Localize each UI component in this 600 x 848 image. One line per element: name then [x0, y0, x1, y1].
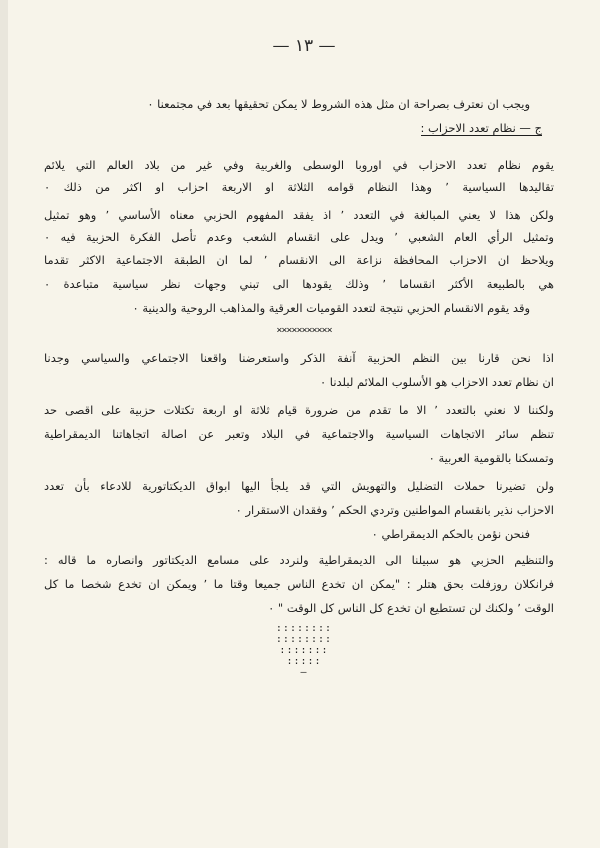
paragraph2-line: ان نظام تعدد الاحزاب هو الأسلوب الملائم لبلدنا ٠	[319, 375, 554, 389]
section-separator: ×××××××××××	[276, 325, 332, 336]
ornament-row: —	[300, 667, 308, 678]
ornament-row: ::::::::	[275, 634, 333, 645]
paragraph1-line: وقد يقوم الانقسام الحزبي نتيجة لتعدد القوميات العرقية والمذاهب الروحية والدينية ٠	[132, 301, 530, 315]
paragraph2-line: فرانكلان روزفلت بحق هتلر : "يمكن ان تخدع الناس جميعا وقتا ما ٬ ويمكن ان تخدع شخصا ما كل	[44, 577, 554, 591]
paragraph2-line: وتمسكنا بالقومية العربية ٠	[428, 451, 554, 465]
page-number: — ١٣ —	[272, 36, 336, 56]
ornament-row: :::::	[286, 656, 322, 667]
paragraph1-line: هي بالطبيعة الأكثر انقساما ٬ وذلك يقودها الى تبني وجهات نظر سياسية متباعدة ٠	[44, 277, 554, 291]
intro-line: ويجب ان نعترف بصراحة ان مثل هذه الشروط لا يمكن تحقيقها بعد في مجتمعنا ٠	[147, 97, 530, 111]
section-heading: ج — نظام تعدد الاحزاب :	[420, 121, 542, 135]
paragraph2-line: الوقت ٬ ولكنك لن تستطيع ان تخدع كل الناس كل الوقت " ٠	[268, 601, 554, 615]
paragraph2-line: ولكننا لا نعني بالتعدد ٬ الا ما تقدم من ضرورة قيام ثلاثة او اربعة تكتلات حزبية على اقصى حد	[44, 403, 554, 417]
paragraph2-line: اذا نحن قارنا بين النظم الحزبية آنفة الذكر واستعرضنا واقعنا الاجتماعي والسياسي وجدنا	[44, 351, 554, 365]
paragraph2-line: ولن تضيرنا حملات التضليل والتهويش التي قد يلجأ اليها ابواق الديكتاتورية للادعاء بأن تعدد	[44, 479, 554, 493]
paragraph2-line: فنحن نؤمن بالحكم الديمقراطي ٠	[371, 527, 530, 541]
paragraph1-line: يقوم نظام تعدد الاحزاب في اوروبا الوسطى والغربية وفي غير من بلاد العالم التي يلائم	[44, 158, 554, 172]
paragraph1-line: ولكن هذا لا يعني المبالغة في التعدد ٬ اذ يفقد المفهوم الحزبي معناه الأساسي ٬ وهو تمثيل	[44, 208, 554, 222]
ornament-row: :::::::	[279, 645, 329, 656]
paragraph2-line: تنظم سائر الاتجاهات السياسية والاجتماعية في البلاد وتعبر عن اصالة اتجاهاتنا الديمقراطية	[44, 427, 554, 441]
paragraph2-line: والتنظيم الحزبي هو سبيلنا الى الديمقراطية ولنردد على مسامع الديكتاتور وانصاره ما قاله :	[44, 553, 554, 567]
paragraph1-line: تقاليدها السياسية ٬ وهذا النظام قوامه الثلاثة او الاربعة احزاب او اكثر من ذلك ٠	[44, 180, 554, 194]
paragraph2-line: الاحزاب نذير بانقسام المواطنين وتردي الحكم ٬ وفقدان الاستقرار ٠	[235, 503, 554, 517]
ornament-row: ::::::::	[275, 623, 333, 634]
paragraph1-line: ويلاحظ ان الاحزاب المحافظة نزاعة الى الانقسام ٬ لما ان الطبقة الاجتماعية الاكثر تقدما	[44, 253, 554, 267]
closing-ornament	[8, 623, 600, 678]
paragraph1-line: وتمثيل الرأي العام الشعبي ٬ ويدل على انقسام الشعب وعدم تأصل الفكرة الحزبية فيه ٠	[44, 230, 554, 244]
